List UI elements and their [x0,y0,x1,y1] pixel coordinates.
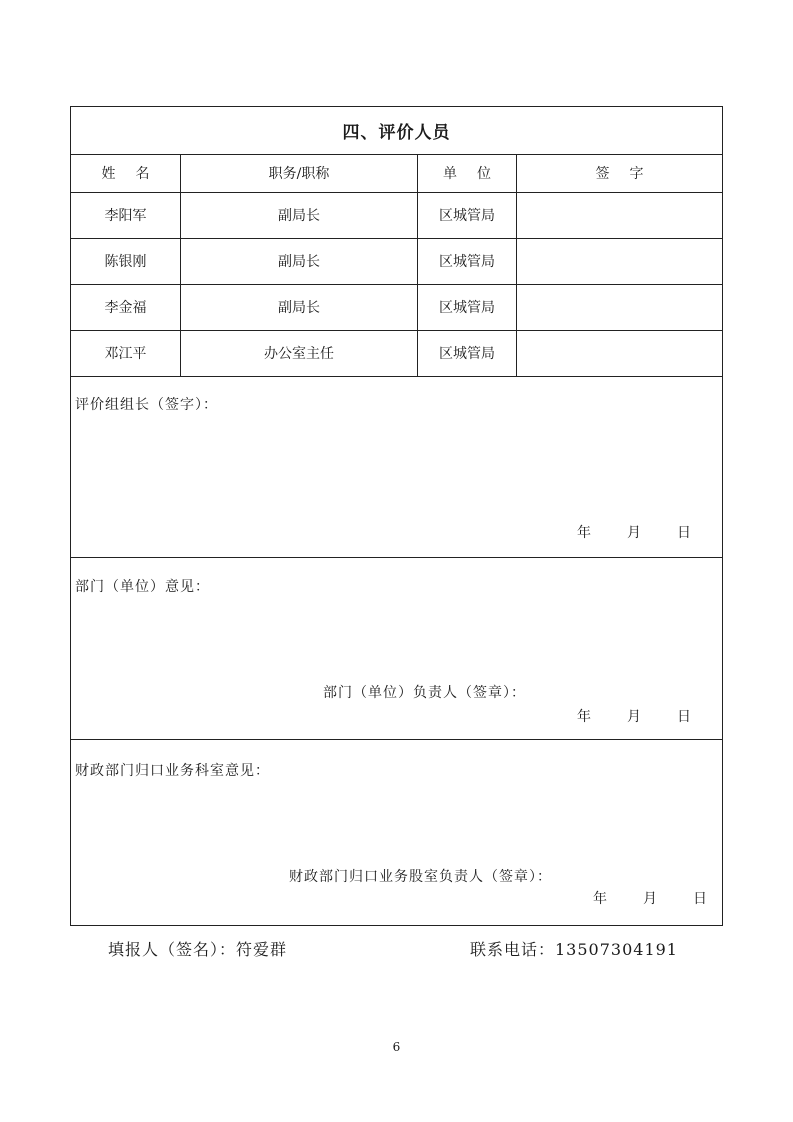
evaluation-form [70,106,723,926]
date-month: 月 [627,709,641,725]
date-day: 日 [677,525,691,541]
finance-date [593,888,707,908]
table-row [71,192,722,239]
row-unit: 区城管局 [418,330,517,376]
leader-signature-section[interactable] [71,376,722,558]
contact-phone: 联系电话：13507304191 [470,940,678,959]
department-signer-label: 部门（单位）负责人（签章）： [323,685,526,701]
department-opinion-label: 部门（单位）意见： [75,579,210,595]
department-date [577,706,691,726]
row-unit: 区城管局 [418,238,517,284]
section-title: 四、评价人员 [71,107,722,155]
date-day: 日 [677,709,691,725]
date-year: 年 [577,525,591,541]
finance-opinion-section[interactable] [71,740,722,925]
department-opinion-section[interactable] [71,558,722,740]
row-title: 副局长 [181,238,418,284]
table-row [71,330,722,377]
date-year: 年 [577,709,591,725]
date-month: 月 [643,891,657,907]
row-name: 陈银刚 [71,238,181,284]
row-name: 李金福 [71,284,181,330]
table-row [71,284,722,331]
row-unit: 区城管局 [418,284,517,330]
header-name: 姓名 [71,154,181,192]
row-name: 李阳军 [71,192,181,238]
leader-date [577,522,691,542]
date-month: 月 [627,525,641,541]
row-title: 副局长 [181,284,418,330]
date-day: 日 [693,891,707,907]
table-row [71,238,722,285]
finance-opinion-label: 财政部门归口业务科室意见： [75,763,270,779]
row-unit: 区城管局 [418,192,517,238]
row-signature[interactable] [517,284,722,330]
row-signature[interactable] [517,238,722,284]
date-year: 年 [593,891,607,907]
table-header-row [71,154,722,193]
page-number: 6 [392,1040,401,1054]
row-signature[interactable] [517,330,722,376]
leader-signature-label: 评价组组长（签字）： [75,397,218,413]
header-title: 职务/职称 [181,154,418,192]
row-signature[interactable] [517,192,722,238]
header-signature: 签字 [595,166,664,182]
row-title: 办公室主任 [181,330,418,376]
row-name: 邓江平 [71,330,181,376]
row-title: 副局长 [181,192,418,238]
header-unit: 单位 [418,154,517,192]
finance-signer-label: 财政部门归口业务股室负责人（签章）： [289,869,552,885]
filler-signature: 填报人（签名）：符爱群 [108,940,288,959]
